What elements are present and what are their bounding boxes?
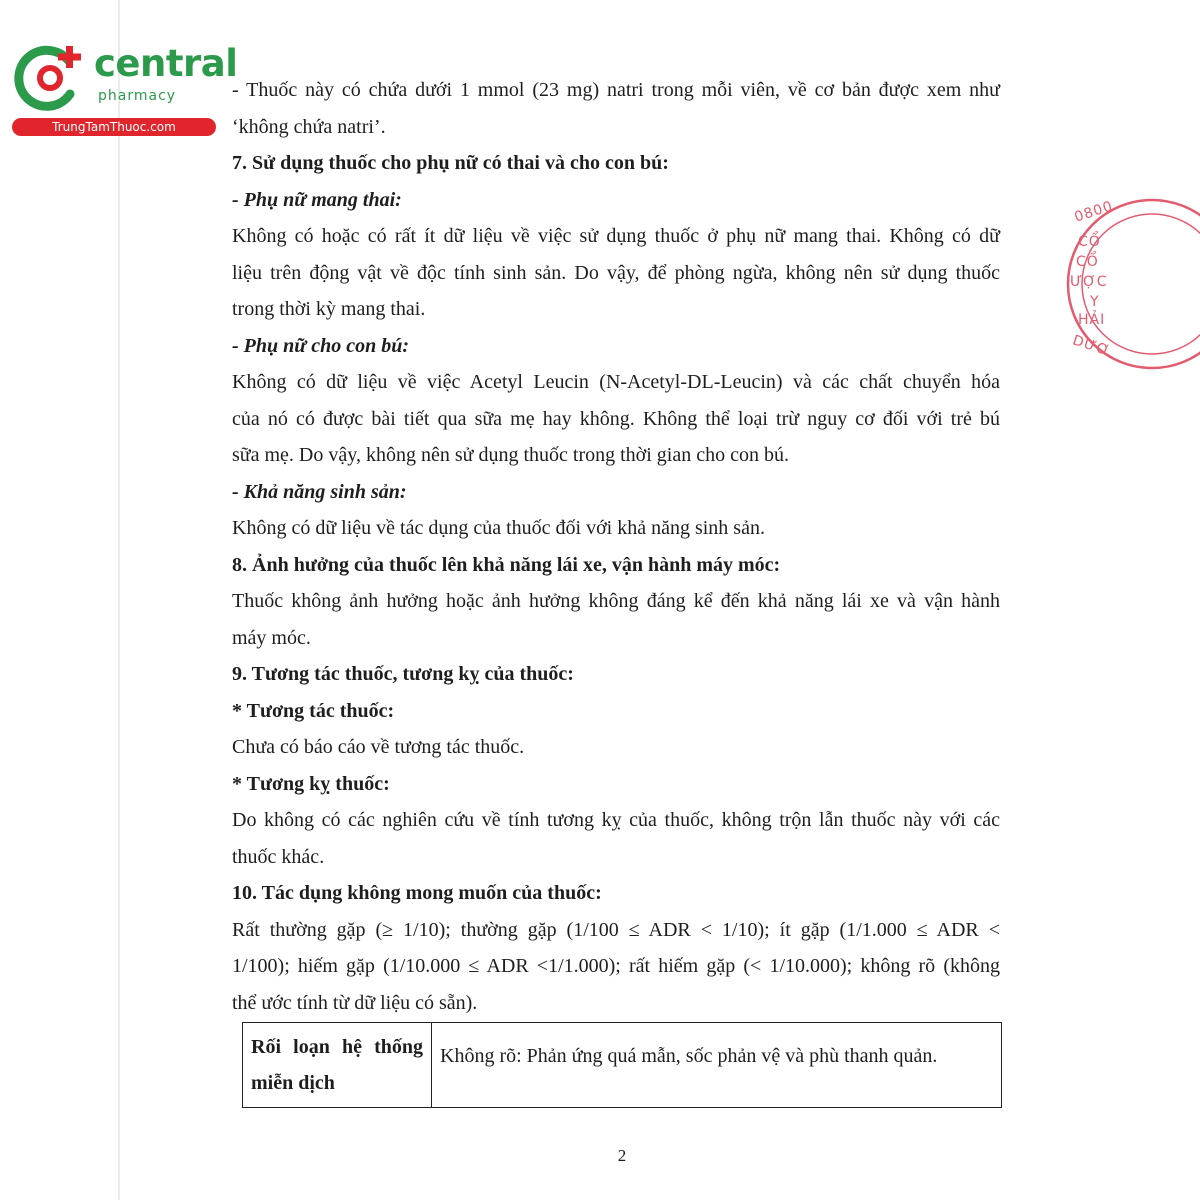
frequency-text-line-1: Rất thường gặp (≥ 1/10); thường gặp (1/100 ≤ ADR < 1/10); ít gặp (1/1.000 ≤ ADR <: [232, 918, 1000, 941]
breastfeeding-subheading: - Phụ nữ cho con bú:: [232, 334, 410, 357]
section-9-heading: 9. Tương tác thuốc, tương kỵ của thuốc:: [232, 663, 574, 685]
system-organ-class-cell: Rối loạn hệ thống miễn dịch: [243, 1023, 432, 1108]
brand-tagline: pharmacy: [98, 88, 177, 104]
incompatibility-subheading: * Tương kỵ thuốc:: [232, 772, 390, 795]
incompatibility-text-line-1: Do không có các nghiên cứu về tính tương kỵ của thuốc, không trộn lẫn thuốc này với các: [232, 809, 1000, 831]
frequency-text-line-3: thể ước tính từ dữ liệu có sẵn).: [232, 991, 478, 1014]
table-row: [243, 1023, 1002, 1108]
pregnancy-subheading: - Phụ nữ mang thai:: [232, 188, 402, 211]
scan-edge-line: [118, 0, 120, 1200]
red-stamp: [1060, 198, 1116, 370]
stamp-text-2: CỔ: [1078, 234, 1101, 250]
incompatibility-text-line-2: thuốc khác.: [232, 845, 325, 868]
sodium-note-line-1: - Thuốc này có chứa dưới 1 mmol (23 mg) natri trong mỗi viên, về cơ bản được xem như: [232, 79, 1000, 101]
fertility-subheading: - Khả năng sinh sản:: [232, 480, 407, 503]
interactions-subheading: * Tương tác thuốc:: [232, 699, 395, 722]
central-pharmacy-logo[interactable]: [8, 38, 238, 138]
adverse-reactions-table: [242, 1022, 1002, 1108]
page-number: 2: [617, 1146, 627, 1165]
section-10-heading: 10. Tác dụng không mong muốn của thuốc:: [232, 882, 602, 904]
interactions-text: Chưa có báo cáo về tương tác thuốc.: [232, 736, 525, 758]
driving-text-line-2: máy móc.: [232, 626, 311, 649]
stamp-text-1: 0800: [1072, 198, 1116, 226]
brand-url[interactable]: TrungTamThuoc.com: [12, 118, 216, 136]
document-body: [232, 72, 1000, 1021]
section-8-heading: 8. Ảnh hưởng của thuốc lên khả năng lái xe, vận hành máy móc:: [232, 553, 781, 576]
pregnancy-text-line-3: trong thời kỳ mang thai.: [232, 298, 426, 320]
brand-name: central: [94, 42, 238, 85]
frequency-text-line-2: 1/100); hiếm gặp (1/10.000 ≤ ADR <1/1.000); rất hiếm gặp (< 1/10.000); không rõ (không: [232, 955, 1000, 977]
stamp-text-4: ƯỢC: [1070, 274, 1108, 290]
section-7-heading: 7. Sử dụng thuốc cho phụ nữ có thai và cho con bú:: [232, 152, 669, 174]
sodium-note-line-2: ‘không chứa natri’.: [232, 115, 386, 138]
stamp-text-6: HẢI: [1078, 312, 1106, 328]
fertility-text: Không có dữ liệu về tác dụng của thuốc đối với khả năng sinh sản.: [232, 517, 765, 539]
stamp-text-3: CỔ: [1076, 254, 1099, 270]
breastfeeding-text-line-3: sữa mẹ. Do vậy, không nên sử dụng thuốc trong thời gian cho con bú.: [232, 444, 789, 466]
breastfeeding-text-line-1: Không có dữ liệu về việc Acetyl Leucin (N-Acetyl-DL-Leucin) và các chất chuyển hóa: [232, 371, 1000, 393]
pregnancy-text-line-1: Không có hoặc có rất ít dữ liệu về việc sử dụng thuốc ở phụ nữ mang thai. Không có dữ: [232, 225, 1000, 247]
breastfeeding-text-line-2: của nó có được bài tiết qua sữa mẹ hay không. Không thể loại trừ nguy cơ đối với trẻ bú: [232, 407, 1000, 430]
reaction-description-cell: Không rõ: Phản ứng quá mẫn, sốc phản vệ và phù thanh quản.: [432, 1023, 1002, 1108]
pregnancy-text-line-2: liệu trên động vật về độc tính sinh sản. Do vậy, để phòng ngừa, không nên sử dụng thuốc: [232, 261, 1000, 284]
pharmacy-cross-logo-icon: [10, 38, 90, 118]
stamp-text-7: DƯƠ: [1070, 332, 1113, 360]
driving-text-line-1: Thuốc không ảnh hưởng hoặc ảnh hưởng không đáng kể đến khả năng lái xe và vận hành: [232, 590, 1000, 612]
stamp-text-5: Y: [1090, 294, 1100, 310]
